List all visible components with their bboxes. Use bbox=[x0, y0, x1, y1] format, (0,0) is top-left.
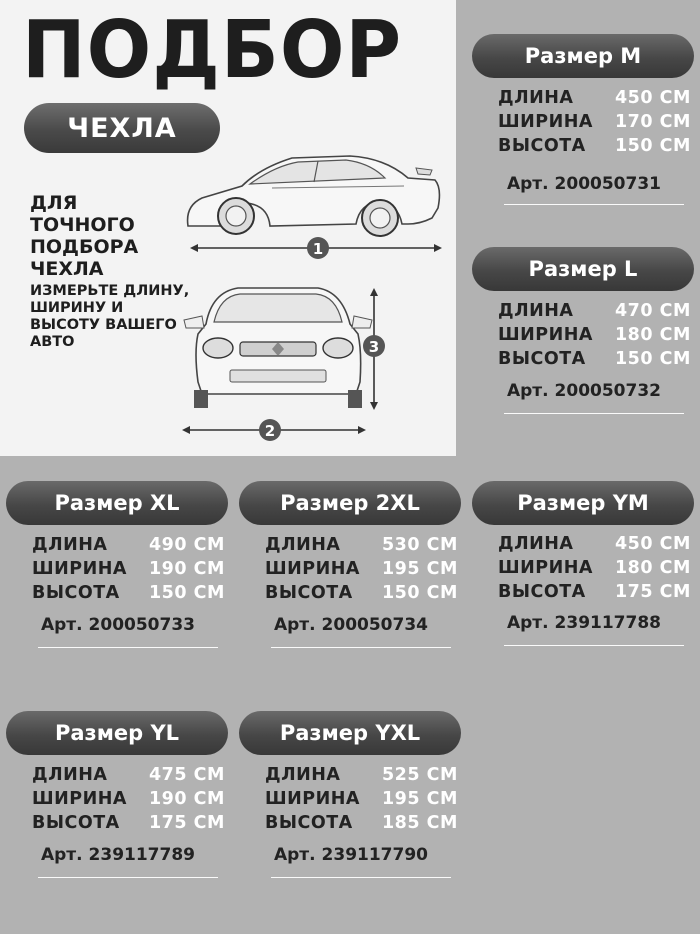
size-card-m bbox=[472, 34, 696, 204]
length-label: ДЛИНА bbox=[32, 765, 108, 785]
height-value: 150 СМ bbox=[382, 583, 458, 603]
article-number: Арт. 200050734 bbox=[273, 615, 428, 635]
height-value: 150 СМ bbox=[149, 583, 225, 603]
size-name: Размер XL bbox=[6, 481, 228, 525]
size-name: Размер M bbox=[472, 34, 694, 78]
length-label: ДЛИНА bbox=[498, 534, 574, 554]
length-value: 475 СМ bbox=[149, 765, 225, 785]
article-number: Арт. 200050731 bbox=[506, 174, 661, 194]
article-number: Арт. 239117788 bbox=[506, 613, 661, 633]
car-front-view-icon bbox=[178, 282, 398, 442]
length-label: ДЛИНА bbox=[265, 535, 341, 555]
instruction-heading-line: ЧЕХЛА bbox=[30, 258, 104, 280]
width-label: ШИРИНА bbox=[265, 559, 360, 579]
instruction-heading-line: ТОЧНОГО bbox=[30, 214, 135, 236]
width-label: ШИРИНА bbox=[32, 559, 127, 579]
divider bbox=[271, 647, 451, 648]
width-label: ШИРИНА bbox=[498, 558, 593, 578]
size-name: Размер YM bbox=[472, 481, 694, 525]
size-card-xl bbox=[6, 481, 230, 651]
length-label: ДЛИНА bbox=[498, 301, 574, 321]
length-label: ДЛИНА bbox=[32, 535, 108, 555]
length-value: 525 СМ bbox=[382, 765, 458, 785]
height-marker: 3 bbox=[368, 338, 380, 356]
size-card-ym bbox=[472, 481, 696, 651]
size-name: Размер L bbox=[472, 247, 694, 291]
length-value: 490 СМ bbox=[149, 535, 225, 555]
subtitle-badge: ЧЕХЛА bbox=[24, 103, 220, 153]
size-card-yl bbox=[6, 711, 230, 881]
width-value: 180 СМ bbox=[615, 325, 691, 345]
length-marker: 1 bbox=[312, 240, 324, 258]
width-value: 190 СМ bbox=[149, 559, 225, 579]
length-label: ДЛИНА bbox=[498, 88, 574, 108]
width-value: 190 СМ bbox=[149, 789, 225, 809]
article-number: Арт. 200050732 bbox=[506, 381, 661, 401]
length-value: 450 СМ bbox=[615, 534, 691, 554]
height-label: ВЫСОТА bbox=[498, 136, 586, 156]
size-card-yxl bbox=[239, 711, 463, 881]
height-label: ВЫСОТА bbox=[265, 583, 353, 603]
width-value: 195 СМ bbox=[382, 789, 458, 809]
size-name: Размер 2XL bbox=[239, 481, 461, 525]
divider bbox=[504, 645, 684, 646]
length-label: ДЛИНА bbox=[265, 765, 341, 785]
size-name: Размер YXL bbox=[239, 711, 461, 755]
article-number: Арт. 200050733 bbox=[40, 615, 195, 635]
size-card-2xl bbox=[239, 481, 463, 651]
height-value: 175 СМ bbox=[615, 582, 691, 602]
car-side-view-icon bbox=[180, 148, 450, 268]
size-card-l bbox=[472, 247, 696, 417]
instruction-text: ИЗМЕРЬТЕ ДЛИНУ, ШИРИНУ И ВЫСОТУ ВАШЕГО АВТО bbox=[30, 283, 190, 350]
height-label: ВЫСОТА bbox=[498, 349, 586, 369]
height-value: 175 СМ bbox=[149, 813, 225, 833]
article-number: Арт. 239117789 bbox=[40, 845, 195, 865]
width-value: 180 СМ bbox=[615, 558, 691, 578]
height-label: ВЫСОТА bbox=[32, 813, 120, 833]
width-label: ШИРИНА bbox=[498, 112, 593, 132]
width-value: 195 СМ bbox=[382, 559, 458, 579]
instruction-heading-line: ПОДБОРА bbox=[30, 236, 139, 258]
height-value: 185 СМ bbox=[382, 813, 458, 833]
width-label: ШИРИНА bbox=[32, 789, 127, 809]
divider bbox=[38, 647, 218, 648]
height-label: ВЫСОТА bbox=[265, 813, 353, 833]
divider bbox=[271, 877, 451, 878]
instruction-heading bbox=[30, 192, 200, 280]
length-value: 470 СМ bbox=[615, 301, 691, 321]
intro-panel bbox=[0, 0, 456, 456]
height-label: ВЫСОТА bbox=[498, 582, 586, 602]
divider bbox=[504, 413, 684, 414]
length-value: 450 СМ bbox=[615, 88, 691, 108]
article-number: Арт. 239117790 bbox=[273, 845, 428, 865]
height-value: 150 СМ bbox=[615, 136, 691, 156]
height-value: 150 СМ bbox=[615, 349, 691, 369]
size-name: Размер YL bbox=[6, 711, 228, 755]
page-title: ПОДБОР bbox=[22, 2, 403, 97]
divider bbox=[504, 204, 684, 205]
width-label: ШИРИНА bbox=[265, 789, 360, 809]
width-marker: 2 bbox=[264, 422, 276, 440]
length-value: 530 СМ bbox=[382, 535, 458, 555]
instruction-heading-line: ДЛЯ bbox=[30, 192, 78, 214]
width-value: 170 СМ bbox=[615, 112, 691, 132]
divider bbox=[38, 877, 218, 878]
height-label: ВЫСОТА bbox=[32, 583, 120, 603]
width-label: ШИРИНА bbox=[498, 325, 593, 345]
